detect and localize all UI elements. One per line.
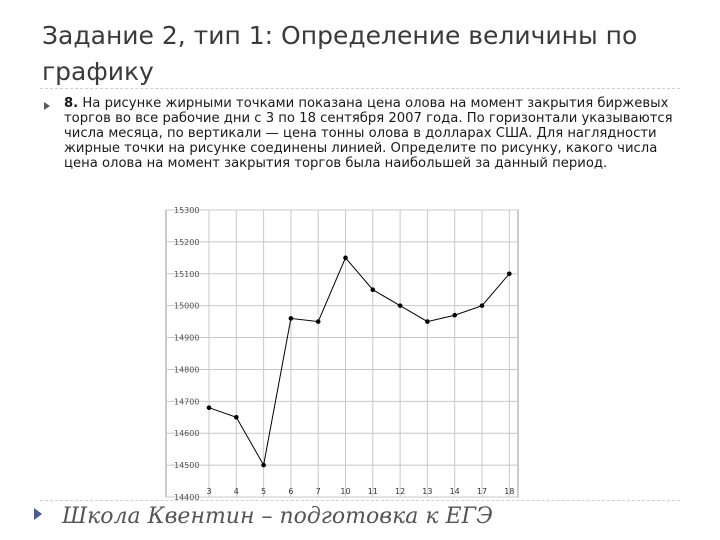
task-text-block: [64, 96, 694, 171]
y-tick-label: 15100: [174, 269, 200, 279]
y-tick-label: 14900: [174, 333, 200, 343]
data-point: [261, 463, 266, 468]
data-point: [234, 415, 239, 420]
data-point: [371, 287, 376, 292]
x-tick-label: 4: [233, 487, 239, 496]
x-tick-label: 13: [422, 487, 433, 496]
footer-divider: [40, 500, 680, 501]
data-point: [289, 316, 294, 321]
y-tick-label: 15000: [174, 301, 200, 311]
bullet-arrow-icon: [44, 102, 50, 110]
x-tick-label: 7: [315, 487, 321, 496]
x-tick-label: 17: [476, 487, 488, 496]
y-tick-label: 15300: [174, 206, 200, 215]
plot-area: [166, 210, 518, 497]
y-tick-label: 15200: [174, 237, 200, 247]
y-tick-label: 14500: [174, 461, 200, 471]
tin-price-line-chart: [150, 205, 530, 500]
task-description: На рисунке жирными точками показана цена олова на момент закрытия биржевых торгов во все рабочие дни с 3 по 18 сентября 2007 года. По горизонтали указываются числа месяца, по вертикали — цена тонны олова в долларах США. Для наглядности жирные точки на рисунке соединены линией. Определите по рисунку, какого числа цена олова на момент закрытия торгов была наибольшей за данный период.: [64, 96, 673, 171]
x-tick-label: 5: [261, 487, 267, 496]
data-point: [343, 256, 348, 261]
footer-arrow-icon: [34, 508, 42, 520]
task-number: 8.: [64, 96, 79, 111]
title-divider: [40, 88, 680, 89]
data-point: [398, 303, 403, 308]
x-tick-label: 3: [206, 487, 212, 496]
data-point: [480, 303, 485, 308]
x-tick-label: 18: [504, 487, 515, 496]
footer-text: Школа Квентин – подготовка к ЕГЭ: [62, 504, 493, 529]
x-tick-label: 10: [340, 487, 351, 496]
y-tick-label: 14700: [174, 397, 200, 407]
y-tick-label: 14600: [174, 429, 200, 439]
y-tick-label: 14400: [174, 493, 200, 500]
x-tick-label: 11: [367, 487, 378, 496]
x-tick-label: 6: [288, 487, 294, 496]
x-tick-label: 12: [395, 487, 406, 496]
data-point: [425, 319, 430, 324]
data-point: [316, 319, 321, 324]
slide-title: Задание 2, тип 1: Определение величины по графику: [42, 21, 638, 86]
y-tick-label: 14800: [174, 365, 200, 375]
data-point: [507, 271, 512, 276]
data-point: [452, 313, 457, 318]
x-tick-label: 14: [449, 487, 460, 496]
data-point: [207, 405, 212, 410]
